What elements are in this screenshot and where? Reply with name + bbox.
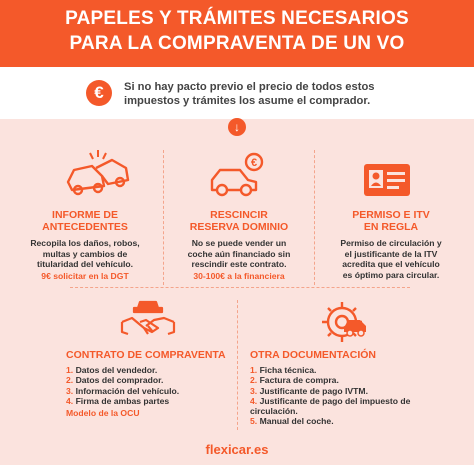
arrow-down-icon: ↓ xyxy=(228,118,246,136)
informe-title-line: INFORME DE xyxy=(52,209,118,221)
rescincir-link[interactable]: 30-100€ a la financiera xyxy=(193,271,285,281)
title-line-1: PAPELES Y TRÁMITES NECESARIOS xyxy=(65,8,409,29)
list-item: 5. Manual del coche. xyxy=(250,416,334,427)
rescincir-line: coche aún financiado sin xyxy=(187,248,291,259)
informe-title xyxy=(10,209,160,233)
rescincir-title xyxy=(165,209,313,233)
car-gear-icon xyxy=(314,298,370,344)
page-title xyxy=(0,6,474,56)
rescincir-line: No se puede vender un xyxy=(191,238,287,248)
list-item-text: Información del vehículo. xyxy=(75,385,180,396)
euro-icon: € xyxy=(86,80,112,106)
list-item: 3. Justificante de pago IVTM. xyxy=(250,385,368,396)
permiso-line: es óptimo para circular. xyxy=(342,269,440,280)
notice-text: Si no hay pacto previo el precio de todos estos impuestos y trámites los asume el comprador. xyxy=(124,81,375,107)
informe-line: Recopila los daños, robos, xyxy=(30,238,140,248)
rescincir-title-line: RESCINCIR xyxy=(210,209,268,221)
rescincir-line: rescindir este contrato. xyxy=(191,259,287,269)
car-euro-icon xyxy=(208,152,268,200)
otra-title: OTRA DOCUMENTACIÓN xyxy=(250,349,376,361)
license-card-icon xyxy=(362,162,412,198)
list-item-text: Firma de ambas partes xyxy=(75,395,170,406)
permiso-line: acredita que el vehículo xyxy=(342,259,440,269)
list-item-text: Factura de compra. xyxy=(259,375,339,386)
svg-text:€: € xyxy=(250,157,258,169)
list-item-text: Justificante de pago IVTM. xyxy=(259,385,368,396)
contrato-link[interactable]: Modelo de la OCU xyxy=(66,408,140,418)
handshake-car-icon xyxy=(118,298,178,344)
permiso-title xyxy=(316,209,466,233)
list-item: 2. Factura de compra. xyxy=(250,375,339,386)
informe-line: titularidad del vehículo. xyxy=(37,259,133,269)
rescincir-body xyxy=(165,238,313,270)
list-item-text: Datos del vendedor. xyxy=(75,365,158,375)
list-item: 1. Datos del vendedor. xyxy=(66,365,158,375)
list-item: 3. Información del vehículo. xyxy=(66,385,180,396)
car-crash-icon xyxy=(64,148,132,198)
rescincir-title-line: RESERVA DOMINIO xyxy=(189,221,289,233)
list-item-text: Manual del coche. xyxy=(259,416,334,427)
list-item: 2. Datos del comprador. xyxy=(66,375,164,386)
informe-title-line: ANTECEDENTES xyxy=(42,221,128,233)
informe-link[interactable]: 9€ solicitar en la DGT xyxy=(41,271,129,281)
list-item: 1. Ficha técnica. xyxy=(250,365,317,375)
permiso-title-line: EN REGLA xyxy=(363,221,419,233)
permiso-title-line: PERMISO E ITV xyxy=(352,209,430,221)
list-item-text: Datos del comprador. xyxy=(75,375,164,386)
title-line-2: PARA LA COMPRAVENTA DE UN VO xyxy=(69,33,405,54)
contrato-list xyxy=(66,365,236,406)
informe-line: multas y cambios de xyxy=(42,248,128,259)
list-item: 4. Firma de ambas partes xyxy=(66,395,170,406)
contrato-title: CONTRATO DE COMPRAVENTA xyxy=(66,349,226,361)
divider xyxy=(70,287,410,289)
divider xyxy=(237,300,239,430)
otra-list xyxy=(250,365,430,427)
informe-body xyxy=(10,238,160,270)
permiso-line: el justificante de la ITV xyxy=(344,248,438,259)
brand-logo[interactable]: flexicar.es xyxy=(205,442,269,457)
permiso-body xyxy=(316,238,466,280)
list-item-text: Justificante de pago del impuesto de circulación. xyxy=(250,395,411,417)
permiso-line: Permiso de circulación y xyxy=(340,238,442,248)
list-item-text: Ficha técnica. xyxy=(259,365,317,375)
list-item: 4. Justificante de pago del impuesto de circulación. xyxy=(250,395,411,417)
